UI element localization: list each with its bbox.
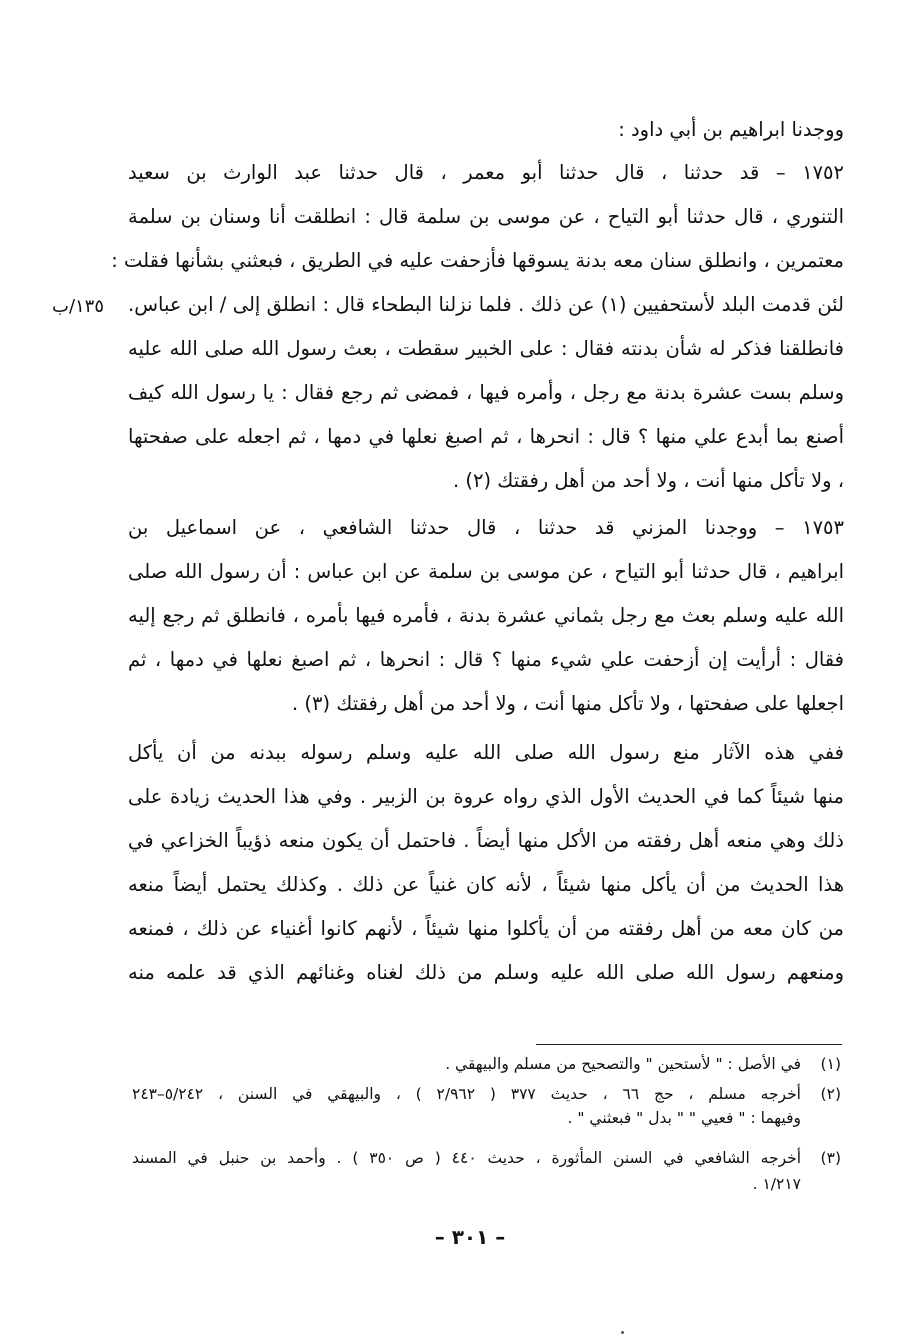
footnote-text: أخرجه مسلم ، حج ٦٦ ، حديث ٣٧٧ ( ٢/٩٦٢ ) ، والبيهقي في السنن ، ٥/٢٤٢–٢٤٣ xyxy=(132,1085,801,1103)
hadith-1752-line-5: فانطلقنا فذكر له شأن بدنته فقال : على الخبير سقطت ، بعث رسول الله صلى الله عليه xyxy=(128,337,844,360)
footnote-text: في الأصل : " لأستحين " والتصحيح من مسلم والبيهقي . xyxy=(445,1055,801,1073)
hadith-1753-line-5: اجعلها على صفحتها ، ولا تأكل منها أنت ، ولا أحد من أهل رفقتك (٣) . xyxy=(291,692,844,715)
scan-speck xyxy=(621,1331,624,1334)
commentary-line-3: ذلك وهي منعه أهل رفقته من الأكل منها أيضاً . فاحتمل أن يكون منعه ذؤيباً الخزاعي في xyxy=(128,829,844,852)
footnote-number: (٣) xyxy=(820,1149,841,1167)
hadith-1752-line-6: وسلم بست عشرة بدنة مع رجل ، وأمره فيها ، فمضى ثم رجع فقال : يا رسول الله كيف xyxy=(128,381,844,404)
folio-margin-note: ١٣٥/ب xyxy=(52,296,105,317)
hadith-1752-line-1: ١٧٥٢ – قد حدثنا ، قال حدثنا أبو معمر ، قال حدثنا عبد الوارث بن سعيد xyxy=(128,161,844,184)
body-line-1: ووجدنا ابراهيم بن أبي داود : xyxy=(618,118,844,141)
hadith-1753-line-4: فقال : أرأيت إن أزحفت علي شيء منها ؟ قال : انحرها ، ثم اصبغ نعلها في دمها ، ثم xyxy=(128,648,844,671)
footnote-1 xyxy=(0,1052,921,1076)
commentary-line-1: ففي هذه الآثار منع رسول الله صلى الله عليه وسلم رسوله ببدنه من أن يأكل xyxy=(128,741,844,764)
hadith-1752-line-7: أصنع بما أبدع علي منها ؟ قال : انحرها ، ثم اصبغ نعلها في دمها ، ثم اجعله على صفحتها xyxy=(128,425,844,448)
commentary-line-6: ومنعهم رسول الله صلى الله عليه وسلم من ذلك لغناه وغنائهم الذي قد علمه منه xyxy=(128,961,844,984)
hadith-1752-line-4: لئن قدمت البلد لأستحفيين (١) عن ذلك . فلما نزلنا البطحاء قال : انطلق إلى / ابن عباس. xyxy=(128,293,844,316)
hadith-1752-line-8: ، ولا تأكل منها أنت ، ولا أحد من أهل رفقتك (٢) . xyxy=(452,469,844,492)
commentary-line-2: منها شيئاً كما في الحديث الأول الذي رواه عروة بن الزبير . وفي هذا الحديث زيادة على xyxy=(128,785,844,808)
footnote-text: ١/٢١٧ . xyxy=(752,1175,801,1193)
footnote-3 xyxy=(0,1146,921,1194)
hadith-1752-line-3: معتمرين ، وانطلق سنان معه بدنة يسوقها فأزحفت عليه في الطريق ، فبعثني بشأنها فقلت : xyxy=(111,249,844,272)
commentary-line-5: من كان معه من أهل رفقته من أن يأكلوا منها شيئاً ، لأنهم كانوا أغنياء عن ذلك ، فمنعه xyxy=(128,917,844,940)
page-number: – ٣٠١ – xyxy=(434,1225,506,1249)
hadith-1753-line-1: ١٧٥٣ – ووجدنا المزني قد حدثنا ، قال حدثنا الشافعي ، عن اسماعيل بن xyxy=(128,516,844,539)
hadith-1753-line-3: الله عليه وسلم بعث مع رجل بثماني عشرة بدنة ، فأمره فيها بأمره ، فانطلق ثم رجع إليه xyxy=(128,604,844,627)
footnote-text: وفيهما : " فعيي " " بدل " فبعثني " . xyxy=(567,1109,801,1127)
footnote-divider xyxy=(536,1044,842,1045)
footnote-number: (٢) xyxy=(820,1085,841,1103)
hadith-1752-line-2: التنوري ، قال حدثنا أبو التياح ، عن موسى بن سلمة قال : انطلقت أنا وسنان بن سلمة xyxy=(128,205,844,228)
footnote-text: أخرجه الشافعي في السنن المأثورة ، حديث ٤٤٠ ( ص ٣٥٠ ) . وأحمد بن حنبل في المسند xyxy=(132,1149,802,1167)
footnote-2 xyxy=(0,1082,921,1130)
hadith-1753-line-2: ابراهيم ، قال حدثنا أبو التياح ، عن موسى بن سلمة عن ابن عباس : أن رسول الله صلى xyxy=(128,560,844,583)
footnote-number: (١) xyxy=(820,1055,841,1073)
commentary-line-4: هذا الحديث من أن يأكل منها شيئاً ، لأنه كان غنياً عن ذلك . وكذلك يحتمل أيضاً منعه xyxy=(128,873,844,896)
